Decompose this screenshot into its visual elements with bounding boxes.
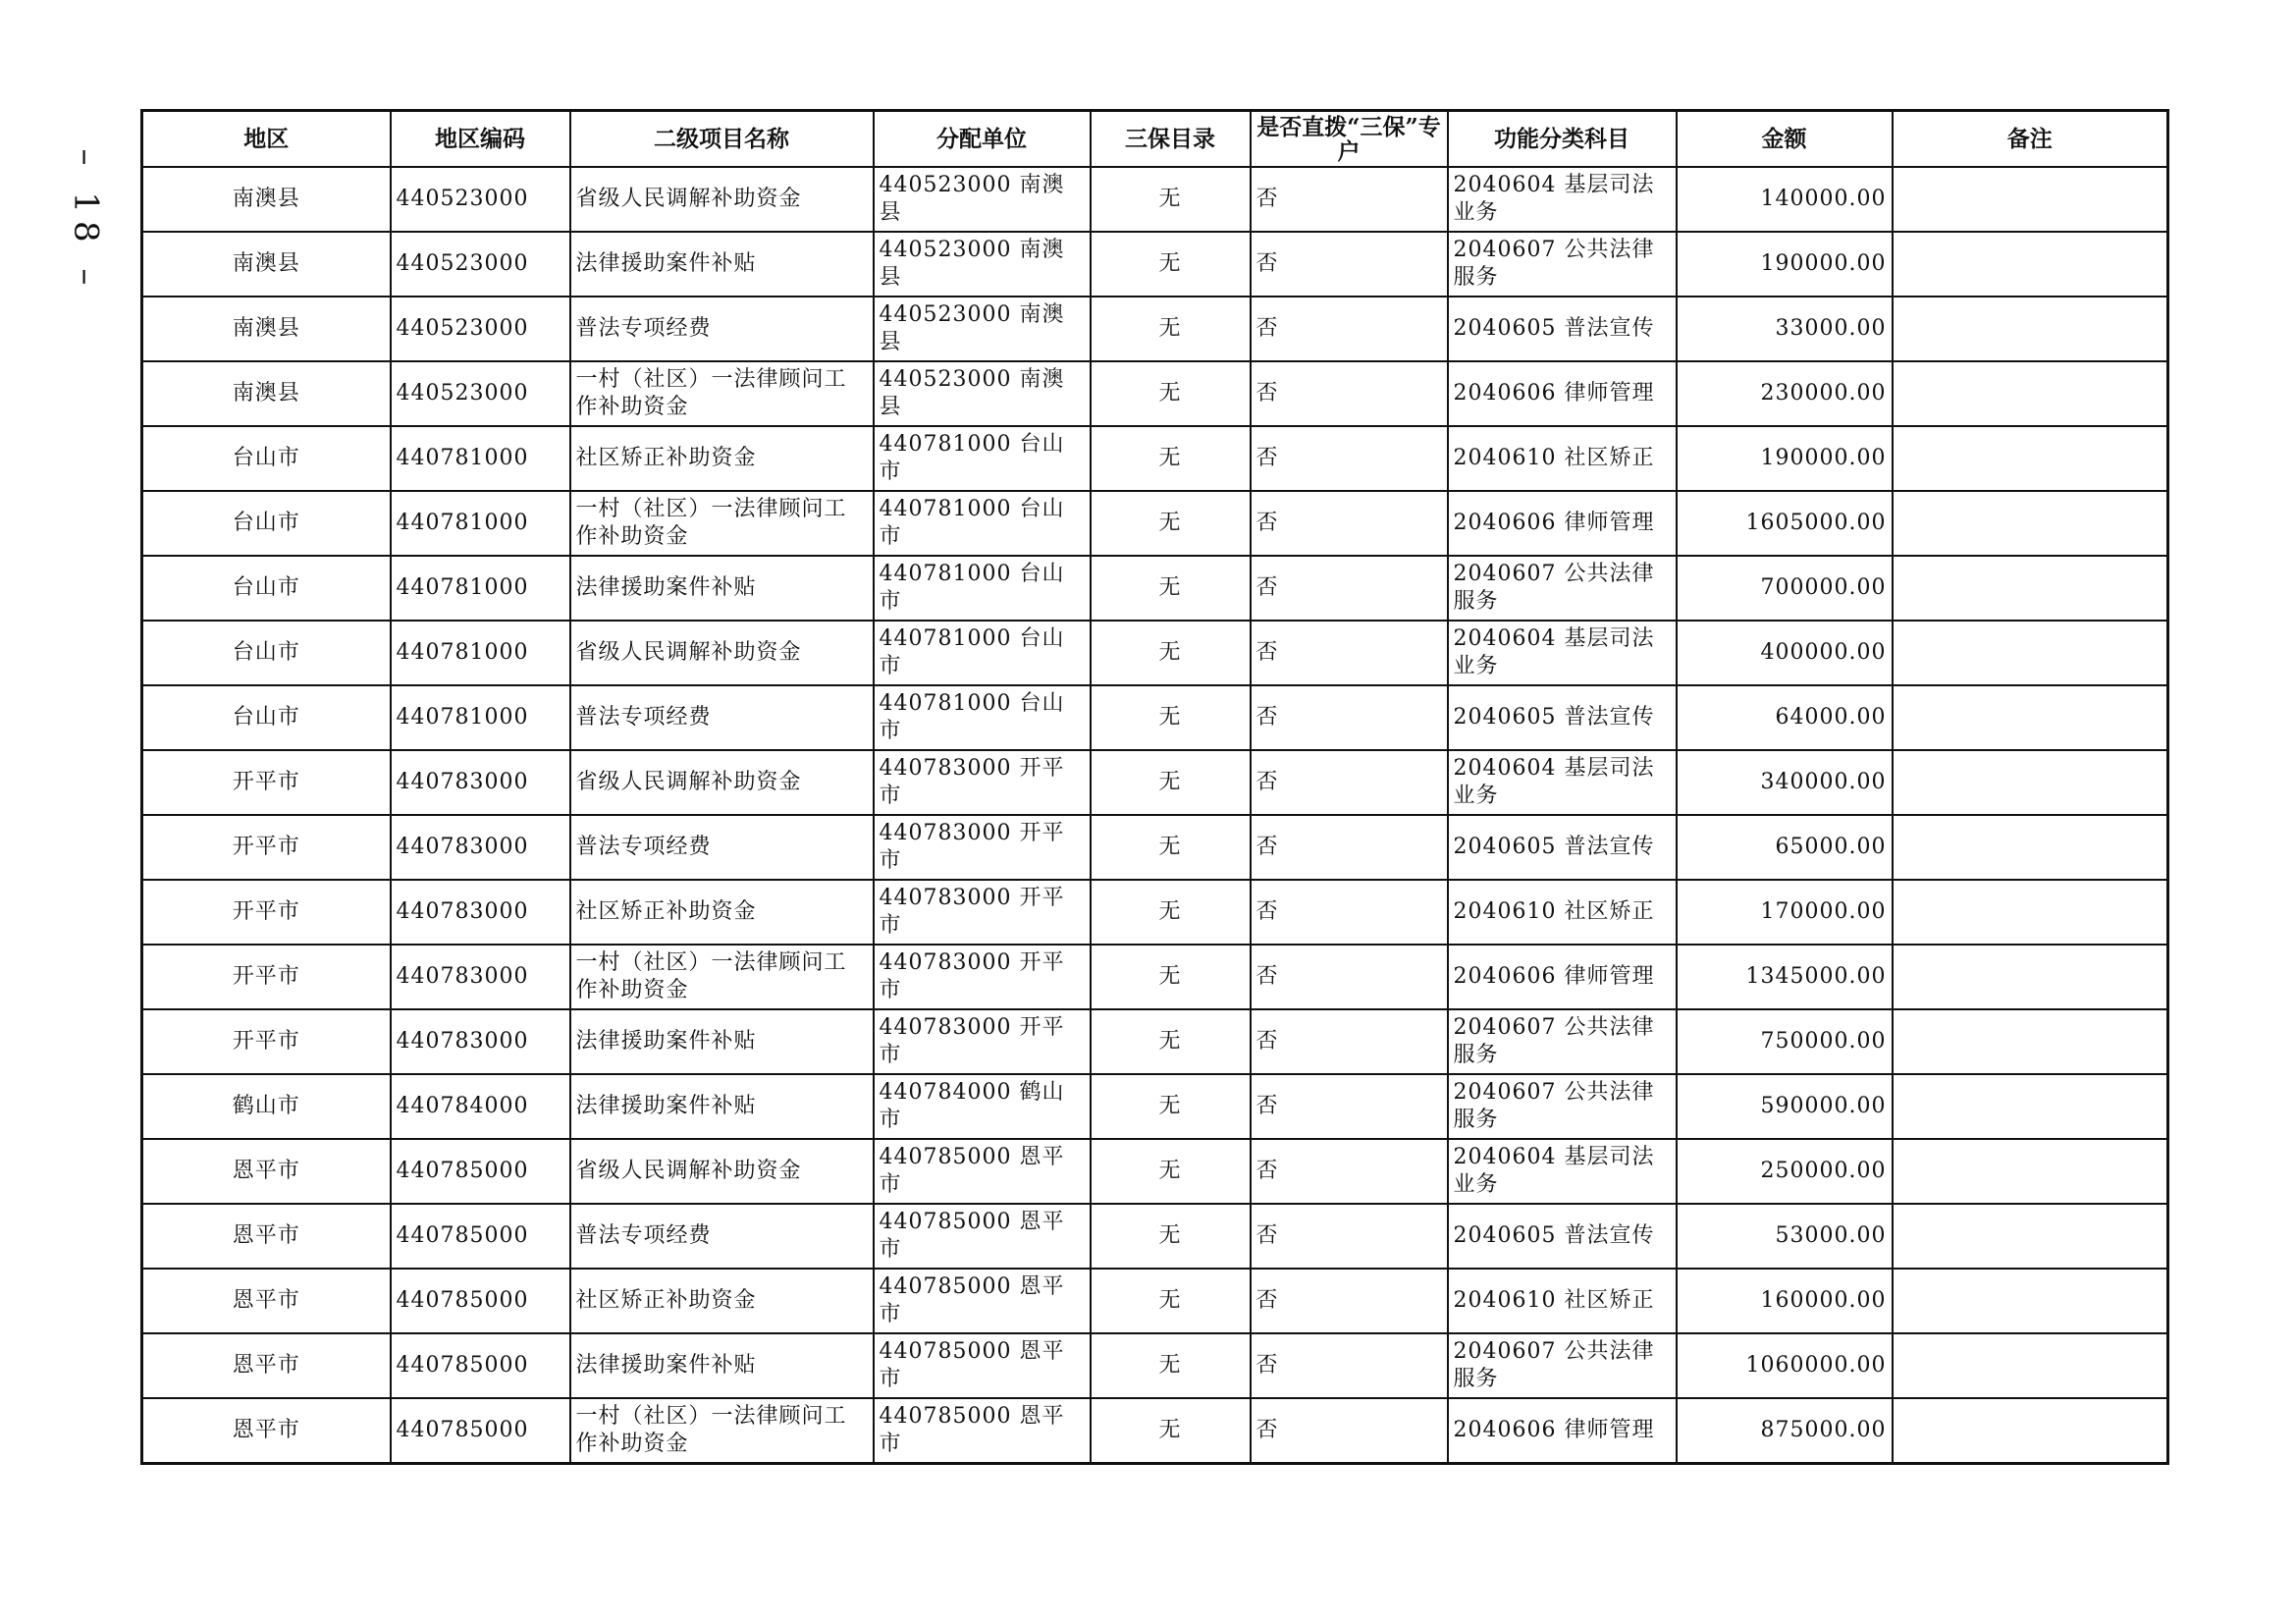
cell-direct-transfer: 否 <box>1251 815 1448 880</box>
table-row <box>142 1269 2168 1333</box>
cell-remarks <box>1893 491 2168 556</box>
cell-sanbao-catalog: 无 <box>1091 880 1251 945</box>
page-number <box>51 147 120 295</box>
cell-amount: 65000.00 <box>1677 815 1893 880</box>
table-body <box>142 167 2168 1464</box>
cell-amount: 250000.00 <box>1677 1139 1893 1204</box>
cell-function-category: 2040606 律师管理 <box>1448 945 1677 1009</box>
table-row <box>142 361 2168 426</box>
cell-allocation-unit: 440783000 开平市 <box>874 880 1091 945</box>
table-row <box>142 750 2168 815</box>
cell-allocation-unit: 440785000 恩平市 <box>874 1269 1091 1333</box>
cell-region-code: 440784000 <box>391 1074 570 1139</box>
cell-region-code: 440781000 <box>391 556 570 621</box>
cell-amount: 190000.00 <box>1677 232 1893 297</box>
header-function-category: 功能分类科目 <box>1448 111 1677 168</box>
cell-region-code: 440785000 <box>391 1204 570 1269</box>
cell-remarks <box>1893 426 2168 491</box>
page-number-label: – 18 – <box>66 148 106 294</box>
cell-allocation-unit: 440523000 南澳县 <box>874 297 1091 361</box>
table-row <box>142 491 2168 556</box>
cell-project-name: 一村（社区）一法律顾问工作补助资金 <box>570 945 874 1009</box>
table-row <box>142 297 2168 361</box>
cell-region: 恩平市 <box>142 1398 391 1464</box>
cell-project-name: 法律援助案件补贴 <box>570 1074 874 1139</box>
cell-function-category: 2040604 基层司法业务 <box>1448 1139 1677 1204</box>
table-row <box>142 1139 2168 1204</box>
cell-remarks <box>1893 621 2168 685</box>
cell-region: 开平市 <box>142 945 391 1009</box>
allocation-table <box>140 109 2169 1465</box>
cell-region-code: 440523000 <box>391 232 570 297</box>
cell-remarks <box>1893 750 2168 815</box>
cell-region: 鹤山市 <box>142 1074 391 1139</box>
table-row <box>142 232 2168 297</box>
cell-function-category: 2040607 公共法律服务 <box>1448 556 1677 621</box>
table-row <box>142 1074 2168 1139</box>
cell-amount: 1060000.00 <box>1677 1333 1893 1398</box>
cell-project-name: 社区矫正补助资金 <box>570 426 874 491</box>
cell-function-category: 2040607 公共法律服务 <box>1448 1074 1677 1139</box>
cell-sanbao-catalog: 无 <box>1091 945 1251 1009</box>
cell-amount: 170000.00 <box>1677 880 1893 945</box>
cell-allocation-unit: 440785000 恩平市 <box>874 1139 1091 1204</box>
cell-direct-transfer: 否 <box>1251 361 1448 426</box>
table-header <box>142 111 2168 168</box>
cell-project-name: 省级人民调解补助资金 <box>570 167 874 232</box>
header-region: 地区 <box>142 111 391 168</box>
table-row <box>142 685 2168 750</box>
cell-region: 南澳县 <box>142 297 391 361</box>
cell-remarks <box>1893 1269 2168 1333</box>
cell-function-category: 2040605 普法宣传 <box>1448 685 1677 750</box>
cell-direct-transfer: 否 <box>1251 945 1448 1009</box>
cell-direct-transfer: 否 <box>1251 621 1448 685</box>
cell-allocation-unit: 440781000 台山市 <box>874 426 1091 491</box>
cell-direct-transfer: 否 <box>1251 1398 1448 1464</box>
cell-remarks <box>1893 945 2168 1009</box>
cell-function-category: 2040604 基层司法业务 <box>1448 621 1677 685</box>
table-row <box>142 1333 2168 1398</box>
cell-allocation-unit: 440781000 台山市 <box>874 685 1091 750</box>
cell-function-category: 2040610 社区矫正 <box>1448 880 1677 945</box>
cell-amount: 750000.00 <box>1677 1009 1893 1074</box>
cell-amount: 340000.00 <box>1677 750 1893 815</box>
cell-allocation-unit: 440784000 鹤山市 <box>874 1074 1091 1139</box>
cell-project-name: 省级人民调解补助资金 <box>570 1139 874 1204</box>
cell-direct-transfer: 否 <box>1251 297 1448 361</box>
cell-region-code: 440783000 <box>391 750 570 815</box>
header-allocation-unit: 分配单位 <box>874 111 1091 168</box>
table-row <box>142 1398 2168 1464</box>
cell-region-code: 440523000 <box>391 297 570 361</box>
cell-project-name: 法律援助案件补贴 <box>570 556 874 621</box>
cell-sanbao-catalog: 无 <box>1091 232 1251 297</box>
cell-remarks <box>1893 1398 2168 1464</box>
header-row <box>142 111 2168 168</box>
cell-allocation-unit: 440781000 台山市 <box>874 556 1091 621</box>
cell-amount: 875000.00 <box>1677 1398 1893 1464</box>
cell-allocation-unit: 440785000 恩平市 <box>874 1204 1091 1269</box>
cell-allocation-unit: 440783000 开平市 <box>874 1009 1091 1074</box>
cell-amount: 1605000.00 <box>1677 491 1893 556</box>
cell-sanbao-catalog: 无 <box>1091 685 1251 750</box>
cell-sanbao-catalog: 无 <box>1091 1269 1251 1333</box>
cell-region: 台山市 <box>142 685 391 750</box>
header-direct-transfer: 是否直拨“三保”专户 <box>1251 111 1448 168</box>
cell-region: 南澳县 <box>142 232 391 297</box>
header-sanbao-catalog: 三保目录 <box>1091 111 1251 168</box>
cell-region: 台山市 <box>142 556 391 621</box>
cell-project-name: 一村（社区）一法律顾问工作补助资金 <box>570 1398 874 1464</box>
table-row <box>142 556 2168 621</box>
cell-allocation-unit: 440523000 南澳县 <box>874 167 1091 232</box>
cell-amount: 160000.00 <box>1677 1269 1893 1333</box>
cell-function-category: 2040607 公共法律服务 <box>1448 1333 1677 1398</box>
cell-sanbao-catalog: 无 <box>1091 1333 1251 1398</box>
cell-region: 恩平市 <box>142 1269 391 1333</box>
cell-allocation-unit: 440785000 恩平市 <box>874 1333 1091 1398</box>
cell-amount: 400000.00 <box>1677 621 1893 685</box>
cell-region: 恩平市 <box>142 1333 391 1398</box>
cell-direct-transfer: 否 <box>1251 232 1448 297</box>
cell-region-code: 440783000 <box>391 815 570 880</box>
cell-direct-transfer: 否 <box>1251 491 1448 556</box>
header-remarks: 备注 <box>1893 111 2168 168</box>
cell-function-category: 2040605 普法宣传 <box>1448 1204 1677 1269</box>
cell-allocation-unit: 440783000 开平市 <box>874 750 1091 815</box>
cell-region-code: 440781000 <box>391 426 570 491</box>
cell-direct-transfer: 否 <box>1251 1204 1448 1269</box>
cell-project-name: 普法专项经费 <box>570 1204 874 1269</box>
cell-region-code: 440783000 <box>391 880 570 945</box>
cell-remarks <box>1893 167 2168 232</box>
cell-sanbao-catalog: 无 <box>1091 426 1251 491</box>
cell-region: 开平市 <box>142 750 391 815</box>
cell-remarks <box>1893 556 2168 621</box>
table-row <box>142 880 2168 945</box>
cell-allocation-unit: 440783000 开平市 <box>874 945 1091 1009</box>
cell-region: 台山市 <box>142 491 391 556</box>
cell-project-name: 一村（社区）一法律顾问工作补助资金 <box>570 491 874 556</box>
cell-remarks <box>1893 1009 2168 1074</box>
cell-project-name: 社区矫正补助资金 <box>570 1269 874 1333</box>
cell-region-code: 440781000 <box>391 491 570 556</box>
cell-project-name: 一村（社区）一法律顾问工作补助资金 <box>570 361 874 426</box>
header-project-name: 二级项目名称 <box>570 111 874 168</box>
cell-project-name: 省级人民调解补助资金 <box>570 750 874 815</box>
cell-region-code: 440781000 <box>391 685 570 750</box>
cell-region-code: 440785000 <box>391 1269 570 1333</box>
cell-project-name: 省级人民调解补助资金 <box>570 621 874 685</box>
cell-region-code: 440783000 <box>391 945 570 1009</box>
cell-region-code: 440785000 <box>391 1398 570 1464</box>
table-row <box>142 426 2168 491</box>
cell-allocation-unit: 440523000 南澳县 <box>874 361 1091 426</box>
cell-function-category: 2040610 社区矫正 <box>1448 426 1677 491</box>
cell-project-name: 法律援助案件补贴 <box>570 1333 874 1398</box>
cell-region-code: 440523000 <box>391 361 570 426</box>
cell-amount: 230000.00 <box>1677 361 1893 426</box>
header-region-code: 地区编码 <box>391 111 570 168</box>
table-row <box>142 945 2168 1009</box>
table-row <box>142 815 2168 880</box>
cell-function-category: 2040605 普法宣传 <box>1448 297 1677 361</box>
cell-project-name: 法律援助案件补贴 <box>570 232 874 297</box>
cell-amount: 1345000.00 <box>1677 945 1893 1009</box>
cell-sanbao-catalog: 无 <box>1091 815 1251 880</box>
cell-remarks <box>1893 880 2168 945</box>
cell-remarks <box>1893 815 2168 880</box>
cell-remarks <box>1893 1074 2168 1139</box>
cell-sanbao-catalog: 无 <box>1091 750 1251 815</box>
cell-amount: 190000.00 <box>1677 426 1893 491</box>
cell-region-code: 440785000 <box>391 1333 570 1398</box>
cell-remarks <box>1893 1139 2168 1204</box>
cell-region-code: 440523000 <box>391 167 570 232</box>
cell-function-category: 2040607 公共法律服务 <box>1448 1009 1677 1074</box>
cell-sanbao-catalog: 无 <box>1091 1139 1251 1204</box>
cell-direct-transfer: 否 <box>1251 1269 1448 1333</box>
cell-region: 恩平市 <box>142 1139 391 1204</box>
cell-remarks <box>1893 1333 2168 1398</box>
cell-direct-transfer: 否 <box>1251 1009 1448 1074</box>
cell-function-category: 2040604 基层司法业务 <box>1448 167 1677 232</box>
cell-function-category: 2040610 社区矫正 <box>1448 1269 1677 1333</box>
cell-project-name: 普法专项经费 <box>570 815 874 880</box>
cell-allocation-unit: 440783000 开平市 <box>874 815 1091 880</box>
cell-function-category: 2040605 普法宣传 <box>1448 815 1677 880</box>
cell-direct-transfer: 否 <box>1251 1074 1448 1139</box>
cell-remarks <box>1893 685 2168 750</box>
cell-amount: 64000.00 <box>1677 685 1893 750</box>
cell-region: 开平市 <box>142 815 391 880</box>
cell-region-code: 440781000 <box>391 621 570 685</box>
cell-sanbao-catalog: 无 <box>1091 621 1251 685</box>
cell-region-code: 440785000 <box>391 1139 570 1204</box>
header-amount: 金额 <box>1677 111 1893 168</box>
cell-remarks <box>1893 1204 2168 1269</box>
table-row <box>142 621 2168 685</box>
cell-allocation-unit: 440785000 恩平市 <box>874 1398 1091 1464</box>
cell-direct-transfer: 否 <box>1251 167 1448 232</box>
cell-direct-transfer: 否 <box>1251 750 1448 815</box>
cell-allocation-unit: 440523000 南澳县 <box>874 232 1091 297</box>
cell-sanbao-catalog: 无 <box>1091 1009 1251 1074</box>
cell-project-name: 法律援助案件补贴 <box>570 1009 874 1074</box>
cell-function-category: 2040606 律师管理 <box>1448 361 1677 426</box>
cell-project-name: 普法专项经费 <box>570 685 874 750</box>
table-row <box>142 1009 2168 1074</box>
table-row <box>142 167 2168 232</box>
cell-direct-transfer: 否 <box>1251 880 1448 945</box>
cell-sanbao-catalog: 无 <box>1091 297 1251 361</box>
cell-region: 台山市 <box>142 426 391 491</box>
cell-region: 南澳县 <box>142 361 391 426</box>
cell-region-code: 440783000 <box>391 1009 570 1074</box>
cell-allocation-unit: 440781000 台山市 <box>874 491 1091 556</box>
cell-function-category: 2040606 律师管理 <box>1448 491 1677 556</box>
table-row <box>142 1204 2168 1269</box>
cell-amount: 53000.00 <box>1677 1204 1893 1269</box>
cell-direct-transfer: 否 <box>1251 1139 1448 1204</box>
cell-direct-transfer: 否 <box>1251 685 1448 750</box>
cell-region: 开平市 <box>142 1009 391 1074</box>
cell-region: 南澳县 <box>142 167 391 232</box>
cell-remarks <box>1893 297 2168 361</box>
cell-project-name: 社区矫正补助资金 <box>570 880 874 945</box>
cell-amount: 140000.00 <box>1677 167 1893 232</box>
cell-sanbao-catalog: 无 <box>1091 1398 1251 1464</box>
cell-remarks <box>1893 361 2168 426</box>
cell-allocation-unit: 440781000 台山市 <box>874 621 1091 685</box>
cell-region: 恩平市 <box>142 1204 391 1269</box>
cell-sanbao-catalog: 无 <box>1091 167 1251 232</box>
cell-sanbao-catalog: 无 <box>1091 1204 1251 1269</box>
cell-sanbao-catalog: 无 <box>1091 491 1251 556</box>
cell-project-name: 普法专项经费 <box>570 297 874 361</box>
cell-function-category: 2040607 公共法律服务 <box>1448 232 1677 297</box>
cell-amount: 700000.00 <box>1677 556 1893 621</box>
cell-direct-transfer: 否 <box>1251 426 1448 491</box>
cell-amount: 33000.00 <box>1677 297 1893 361</box>
cell-sanbao-catalog: 无 <box>1091 361 1251 426</box>
cell-direct-transfer: 否 <box>1251 556 1448 621</box>
cell-sanbao-catalog: 无 <box>1091 556 1251 621</box>
cell-direct-transfer: 否 <box>1251 1333 1448 1398</box>
cell-region: 台山市 <box>142 621 391 685</box>
cell-region: 开平市 <box>142 880 391 945</box>
cell-function-category: 2040606 律师管理 <box>1448 1398 1677 1464</box>
cell-function-category: 2040604 基层司法业务 <box>1448 750 1677 815</box>
cell-amount: 590000.00 <box>1677 1074 1893 1139</box>
cell-sanbao-catalog: 无 <box>1091 1074 1251 1139</box>
cell-remarks <box>1893 232 2168 297</box>
